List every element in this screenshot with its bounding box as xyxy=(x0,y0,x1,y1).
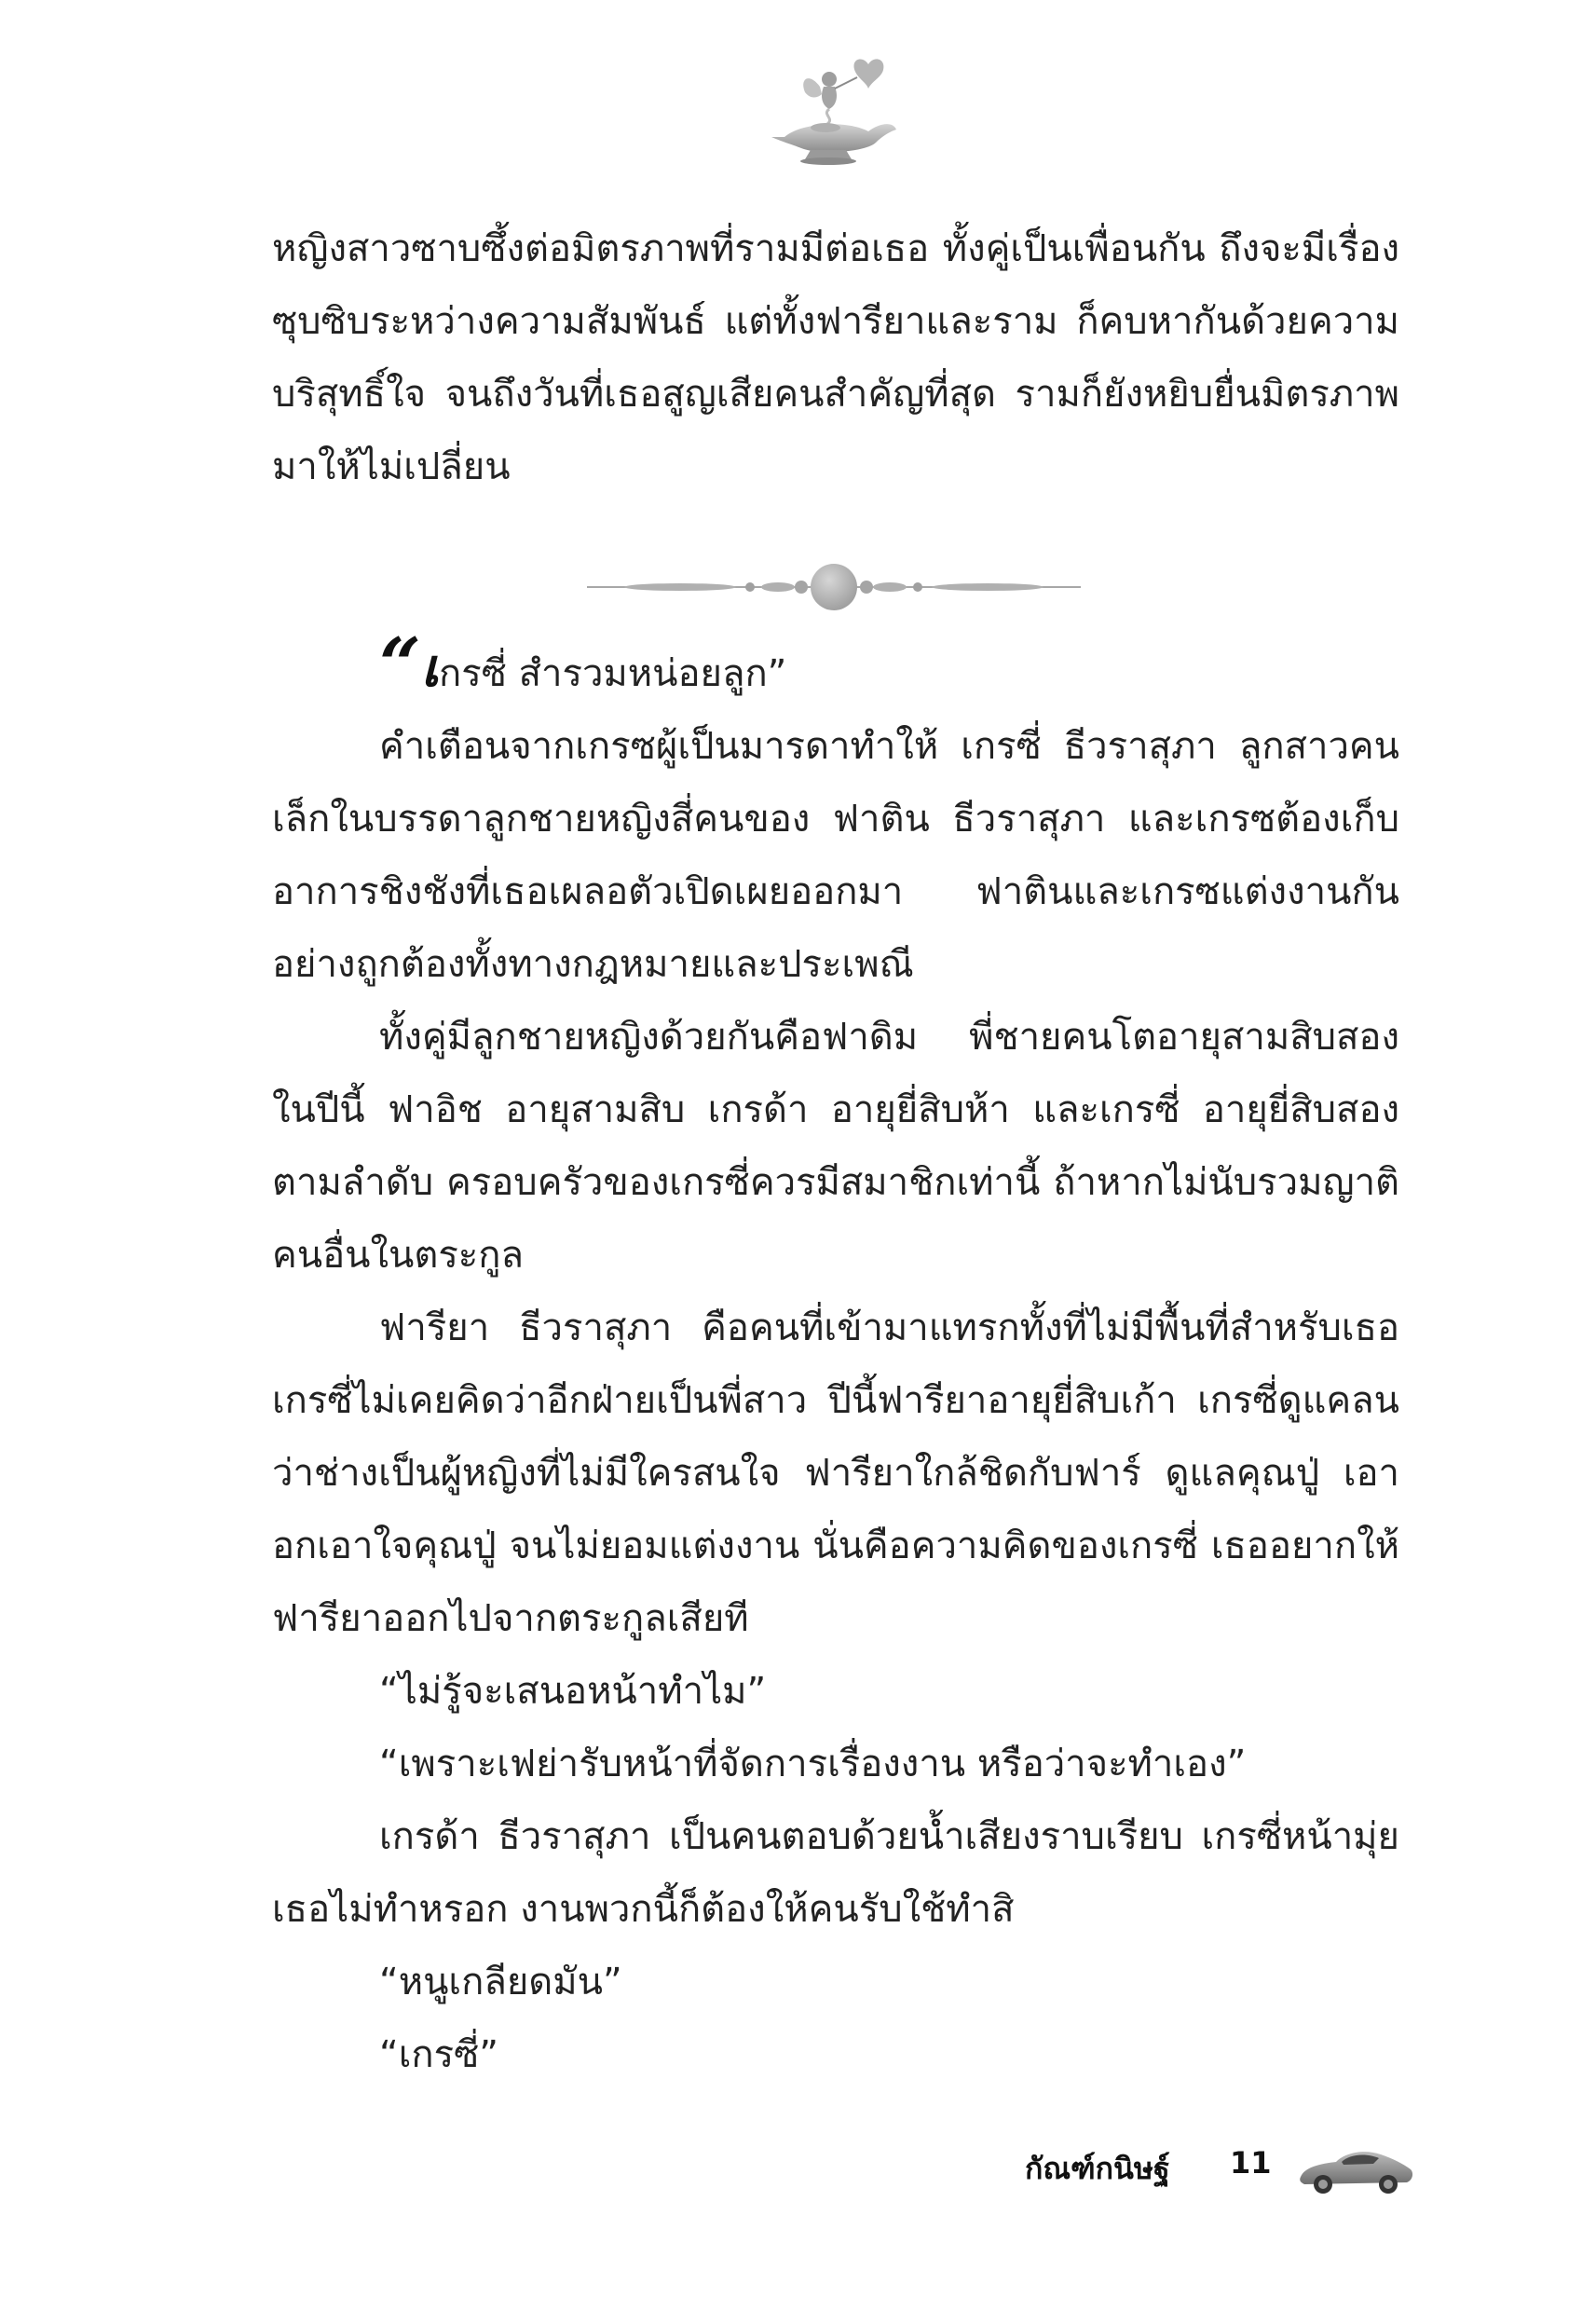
paragraph-4: เกรด้า ธีวราสุภา เป็นคนตอบด้วยน้ำเสียงราบเรียบ เกรซี่หน้ามุ่ย เธอไม่ทำหรอก งานพวกนี้ก็ต้องให้คนรับใช้ทำสิ xyxy=(272,1815,1399,1931)
paragraph-1: คำเตือนจากเกรซผู้เป็นมารดาทำให้ เกรซี่ ธีวราสุภา ลูกสาวคนเล็กในบรรดาลูกชายหญิงสี่คนของ ฟาติน ธีวราสุภา และเกรซต้องเก็บอาการชิงชังที่เธอเผลอตัวเปิดเผยออกมา ฟาตินและเกรซแต่งงานกันอย่างถูกต้องทั้งทางกฎหมายและประเพณี xyxy=(272,725,1399,986)
dialogue-line-4: “เกรซี่” xyxy=(379,2033,498,2076)
paragraph-3: ฟารียา ธีวราสุภา คือคนที่เข้ามาแทรกทั้งที่ไม่มีพื้นที่สำหรับเธอ เกรซี่ไม่เคยคิดว่าอีกฝ่ายเป็นพี่สาว ปีนี้ฟารียาอายุยี่สิบเก้า เกรซี่ดูแคลนว่าช่างเป็นผู้หญิงที่ไม่มีใครสนใจ ฟารียาใกล้ชิดกับฟาร์ ดูแลคุณปู่ เอาอกเอาใจคุณปู่ จนไม่ยอมแต่งงาน นั่นคือความคิดของเกรซี่ เธออยากให้ฟารียาออกไปจากตระกูลเสียที xyxy=(272,1306,1399,1640)
drop-letter: เ xyxy=(420,637,440,699)
opening-line xyxy=(272,622,1399,710)
genie-lamp-with-cupid-icon xyxy=(764,51,904,168)
page-number: 11 xyxy=(1230,2145,1272,2181)
chapter-body xyxy=(272,622,1399,2091)
opening-text: กรซี่ สำรวมหน่อยลูก” xyxy=(439,652,787,695)
intro-section xyxy=(272,212,1399,503)
sports-car-icon xyxy=(1295,2136,1416,2201)
dialogue-line-2: “เพราะเฟย่ารับหน้าที่จัดการเรื่องงาน หรือว่าจะทำเอง” xyxy=(379,1743,1247,1785)
paragraph-2: ทั้งคู่มีลูกชายหญิงด้วยกันคือฟาดิม พี่ชายคนโตอายุสามสิบสองในปีนี้ ฟาอิช อายุสามสิบ เกรด้า อายุยี่สิบห้า และเกรซี่ อายุยี่สิบสองตามลำดับ ครอบครัวของเกรซี่ควรมีสมาชิกเท่านี้ ถ้าหากไม่นับรวมญาติคนอื่นในตระกูล xyxy=(272,1016,1399,1277)
ornamental-divider xyxy=(587,554,1081,620)
dialogue-line-1: “ไม่รู้จะเสนอหน้าทำไม” xyxy=(379,1670,767,1713)
page-footer xyxy=(1025,2134,1435,2208)
intro-paragraph: หญิงสาวซาบซึ้งต่อมิตรภาพที่รามมีต่อเธอ ทั้งคู่เป็นเพื่อนกัน ถึงจะมีเรื่องซุบซิบระหว่างความสัมพันธ์ แต่ทั้งฟารียาและราม ก็คบหากันด้วยความบริสุทธิ์ใจ จนถึงวันที่เธอสูญเสียคนสำคัญที่สุด รามก็ยังหยิบยื่นมิตรภาพมาให้ไม่เปลี่ยน xyxy=(272,227,1399,488)
book-title: กัณฑ์กนิษฐ์ xyxy=(1025,2151,1170,2186)
opening-quote-mark: “ xyxy=(379,622,421,707)
dialogue-line-3: “หนูเกลียดมัน” xyxy=(379,1961,622,2003)
